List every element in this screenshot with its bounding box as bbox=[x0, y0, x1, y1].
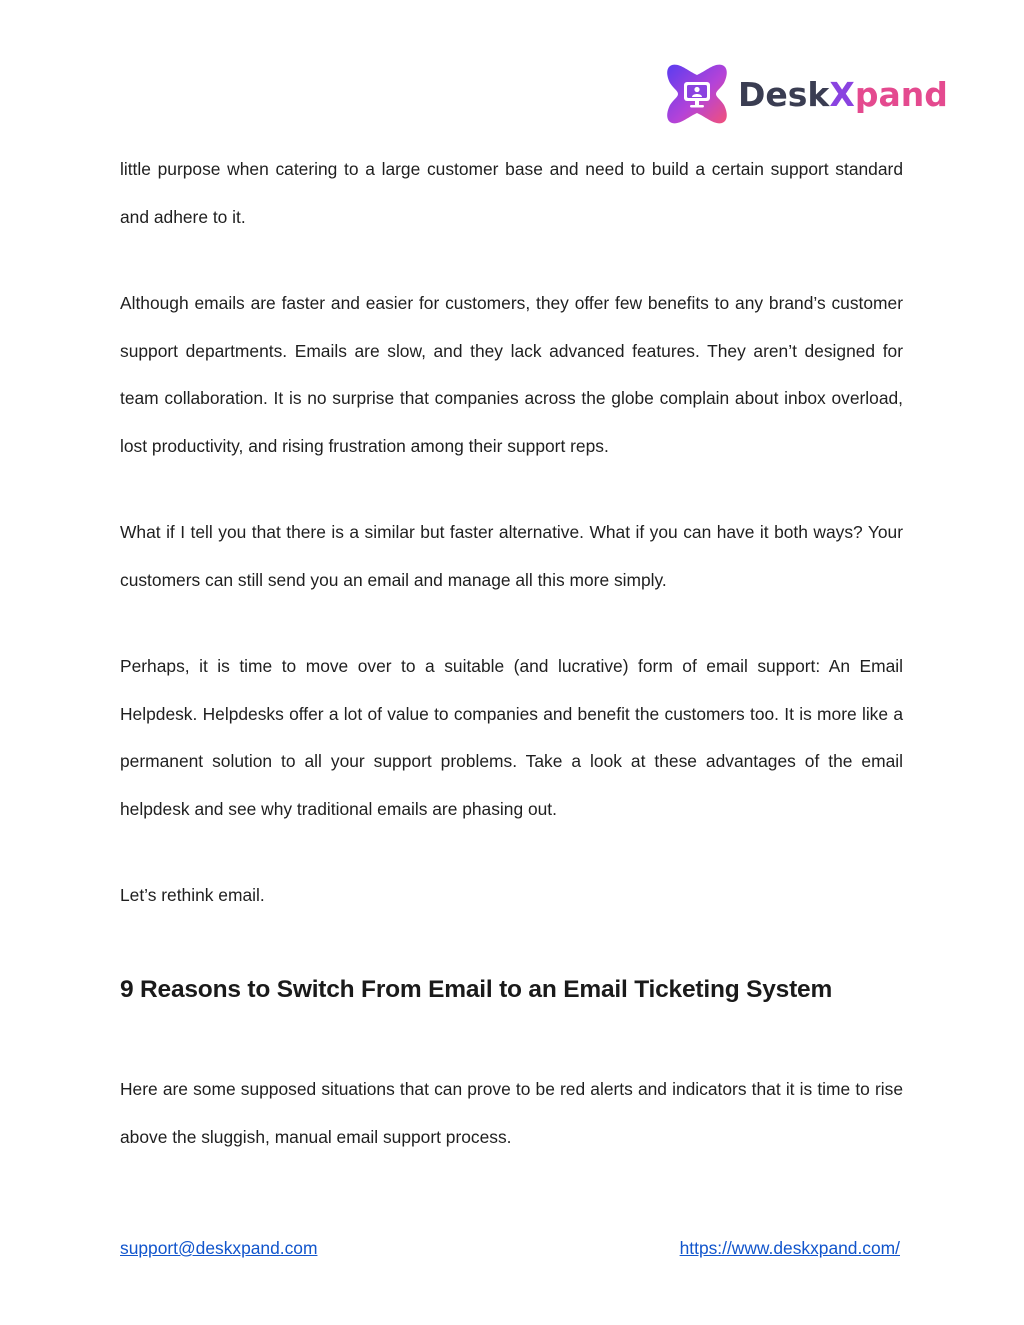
paragraph-2: Although emails are faster and easier for customers, they offer few benefits to any brand’s customer support departments. Emails are slow, and they lack advanced features. They aren’t designed for team collaboration. It is no surprise that companies across the globe complain about inbox overload, lost productivity, and rising frustration among their support reps. bbox=[120, 292, 903, 456]
brand-name bbox=[738, 75, 948, 114]
paragraph-5: Let’s rethink email. bbox=[120, 885, 265, 906]
website-link[interactable]: https://www.deskxpand.com/ bbox=[679, 1238, 900, 1258]
section-heading: 9 Reasons to Switch From Email to an Email Ticketing System bbox=[120, 975, 833, 1003]
document-body bbox=[120, 146, 903, 1161]
paragraph-6: Here are some supposed situations that can prove to be red alerts and indicators that it is time to rise above the sluggish, manual email support process. bbox=[120, 1078, 903, 1147]
brand-name-pand: pand bbox=[854, 74, 948, 114]
brand-logo bbox=[664, 60, 954, 128]
deskxpand-logo-icon bbox=[664, 61, 730, 127]
paragraph-1: little purpose when catering to a large customer base and need to build a certain support standard and adhere to it. bbox=[120, 159, 903, 227]
paragraph-4: Perhaps, it is time to move over to a suitable (and lucrative) form of email support: An Email Helpdesk. Helpdesks offer a lot of value to companies and benefit the customers too. It is more like a permanent solution to all your support problems. Take a look at these advantages of the email helpdesk and see why traditional emails are phasing out. bbox=[120, 656, 903, 819]
paragraph-3: What if I tell you that there is a similar but faster alternative. What if you can have it both ways? Your customers can still send you an email and manage all this more simply. bbox=[120, 522, 903, 590]
page-footer bbox=[120, 1238, 900, 1264]
brand-name-desk: Desk bbox=[738, 74, 830, 114]
brand-name-x: X bbox=[829, 74, 855, 114]
support-email-link[interactable]: support@deskxpand.com bbox=[120, 1238, 318, 1258]
